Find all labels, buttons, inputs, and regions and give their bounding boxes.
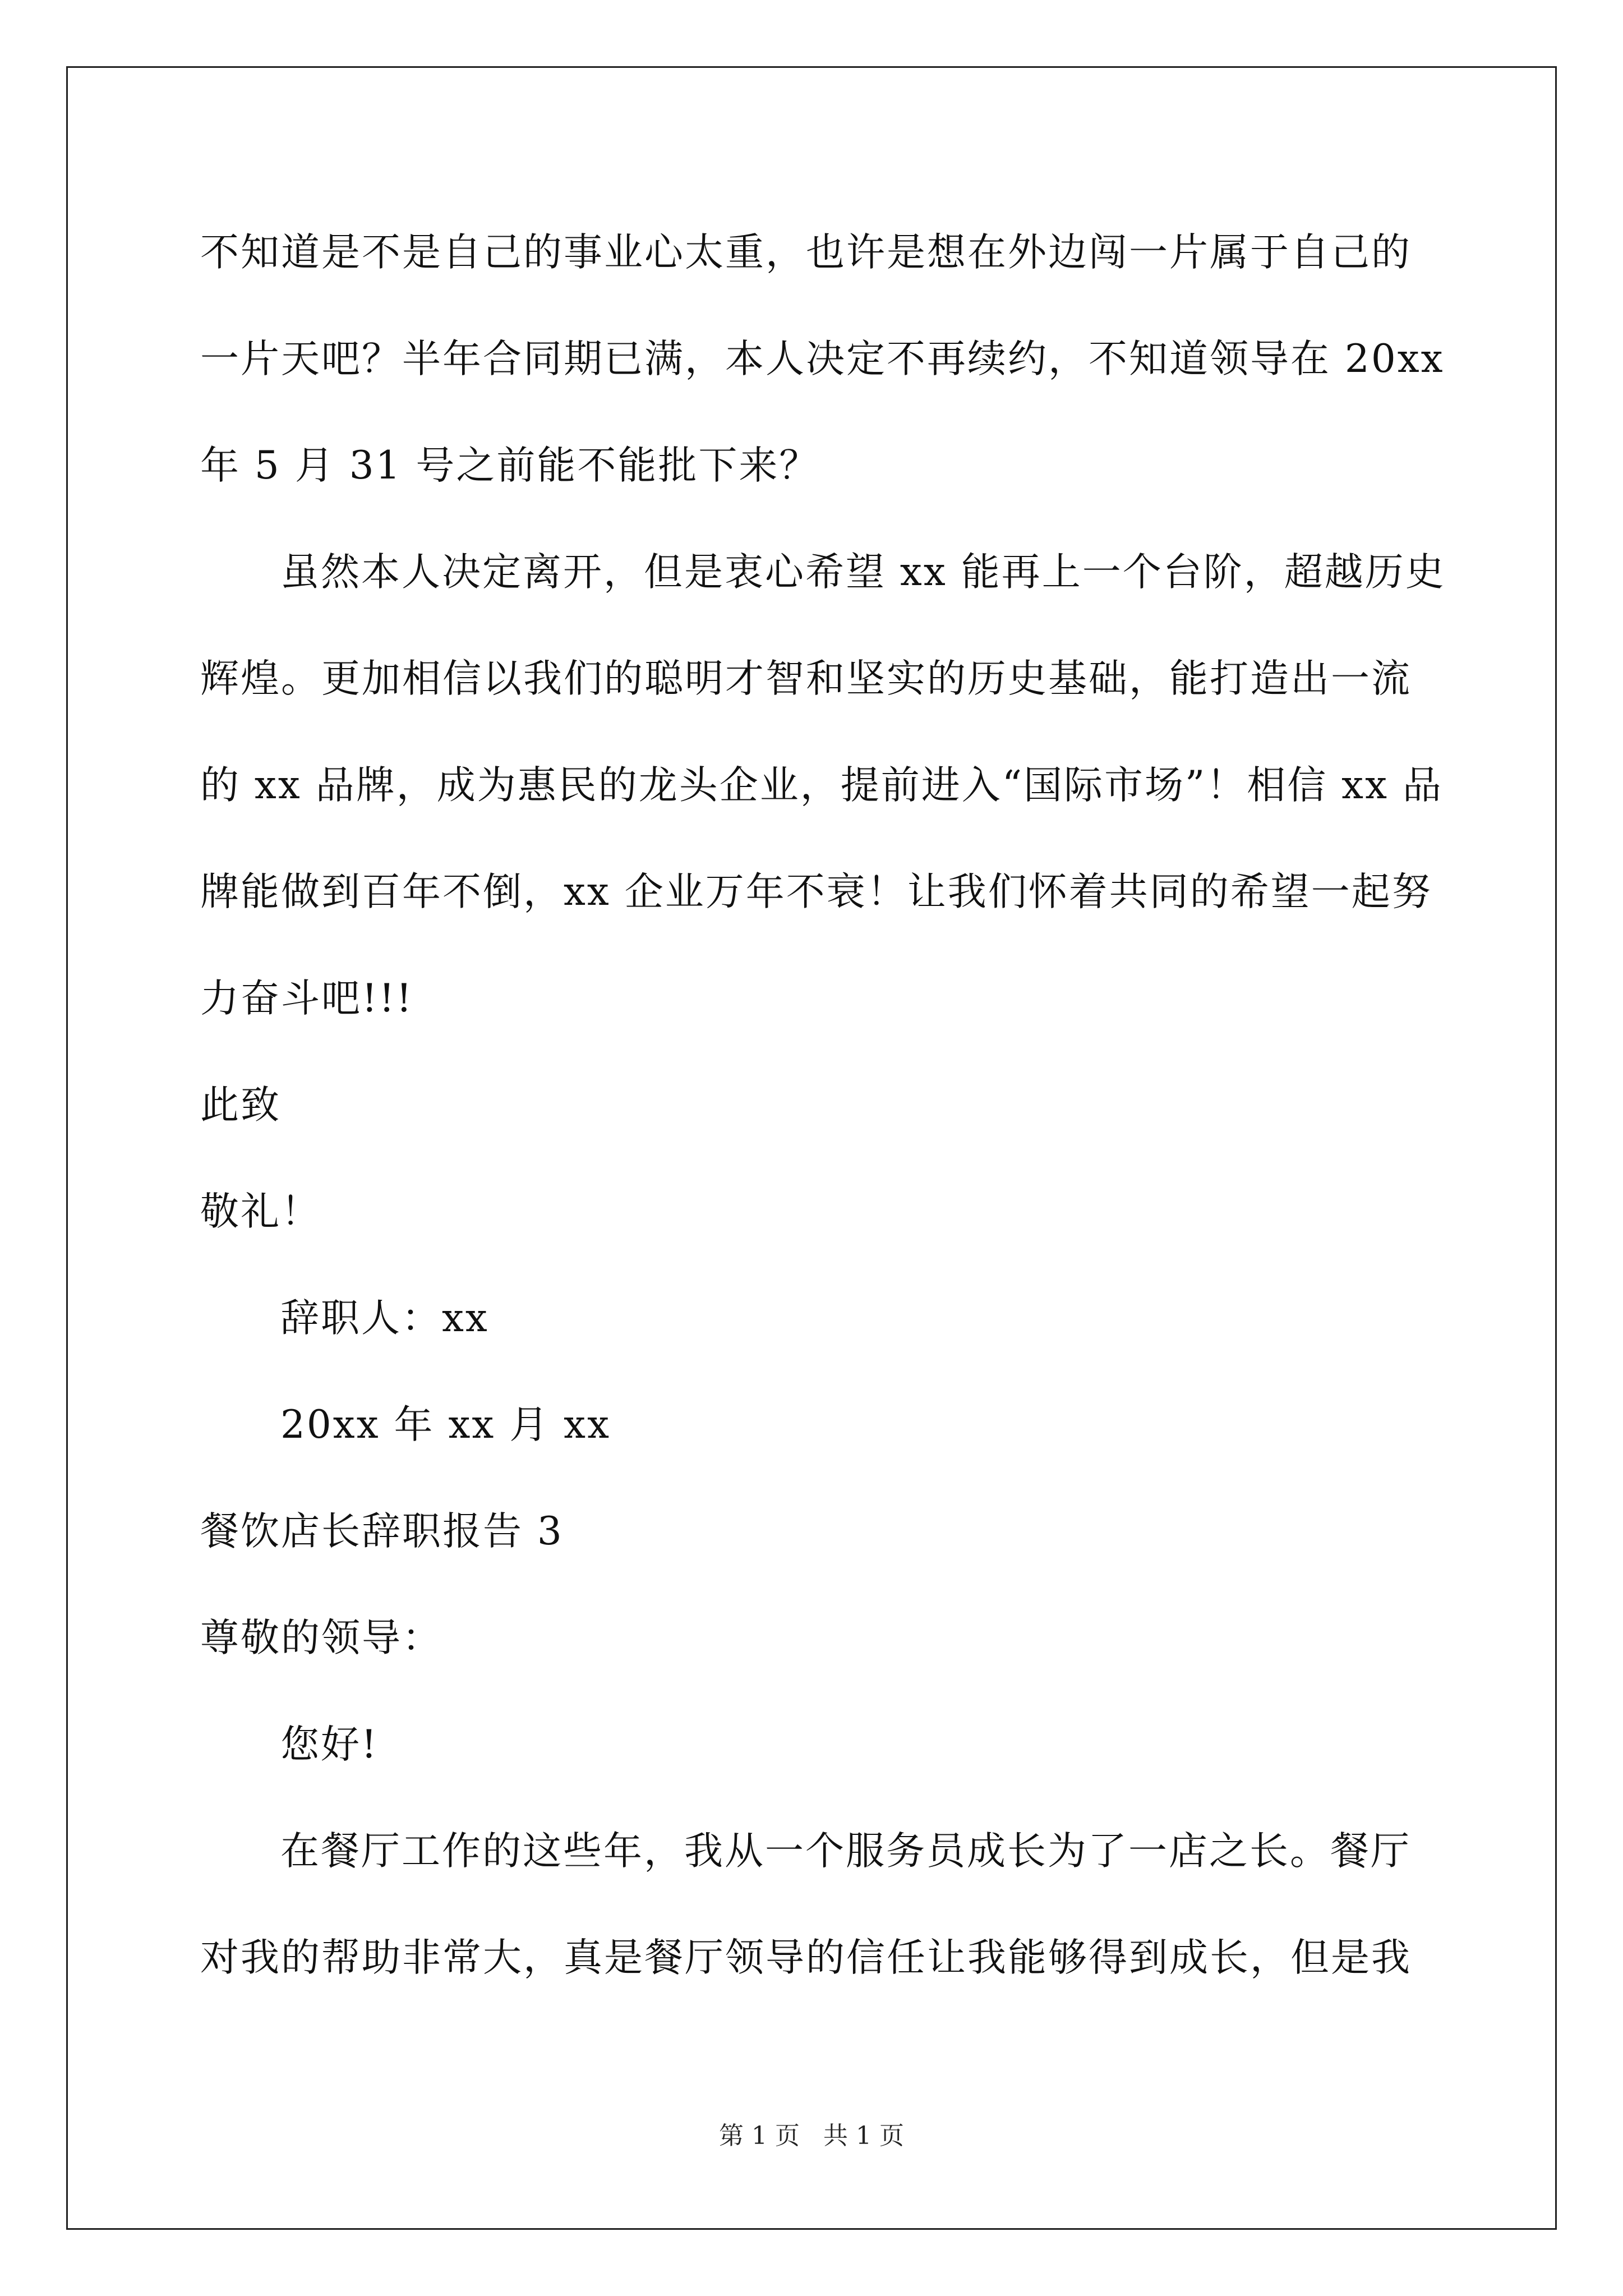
letter-greeting: 尊敬的领导： — [200, 1616, 442, 1660]
paragraph-start-line: 虽然本人决定离开，但是衷心希望 xx 能再上一个台阶，超越历史 — [280, 550, 1446, 595]
text-line: 牌能做到百年不倒，xx 企业万年不衰！让我们怀着共同的希望一起努 — [200, 869, 1432, 914]
page-number-footer: 第 1 页 共 1 页 — [719, 2122, 904, 2150]
letter-hello: 您好! — [280, 1722, 379, 1767]
salutation-closing: 此致 — [200, 1083, 281, 1128]
text-line: 力奋斗吧!!! — [200, 976, 414, 1021]
text-line: 对我的帮助非常大，真是餐厅领导的信任让我能够得到成长，但是我 — [200, 1935, 1412, 1980]
section-heading: 餐饮店长辞职报告 3 — [200, 1509, 564, 1554]
salutation-regards: 敬礼！ — [200, 1189, 321, 1234]
signature-name: 辞职人：xx — [280, 1296, 489, 1341]
text-line: 的 xx 品牌，成为惠民的龙头企业，提前进入“国际市场”！相信 xx 品 — [200, 763, 1443, 808]
text-line: 年 5 月 31 号之前能不能批下来？ — [200, 443, 820, 488]
page-border — [66, 66, 1557, 2230]
text-line: 辉煌。更加相信以我们的聪明才智和坚实的历史基础，能打造出一流 — [200, 656, 1412, 701]
signature-date: 20xx 年 xx 月 xx — [280, 1402, 611, 1447]
paragraph-start-line: 在餐厅工作的这些年，我从一个服务员成长为了一店之长。餐厅 — [280, 1829, 1411, 1874]
text-line: 不知道是不是自己的事业心太重，也许是想在外边闯一片属于自己的 — [200, 230, 1412, 275]
text-line: 一片天吧？半年合同期已满，本人决定不再续约，不知道领导在 20xx — [200, 337, 1445, 381]
